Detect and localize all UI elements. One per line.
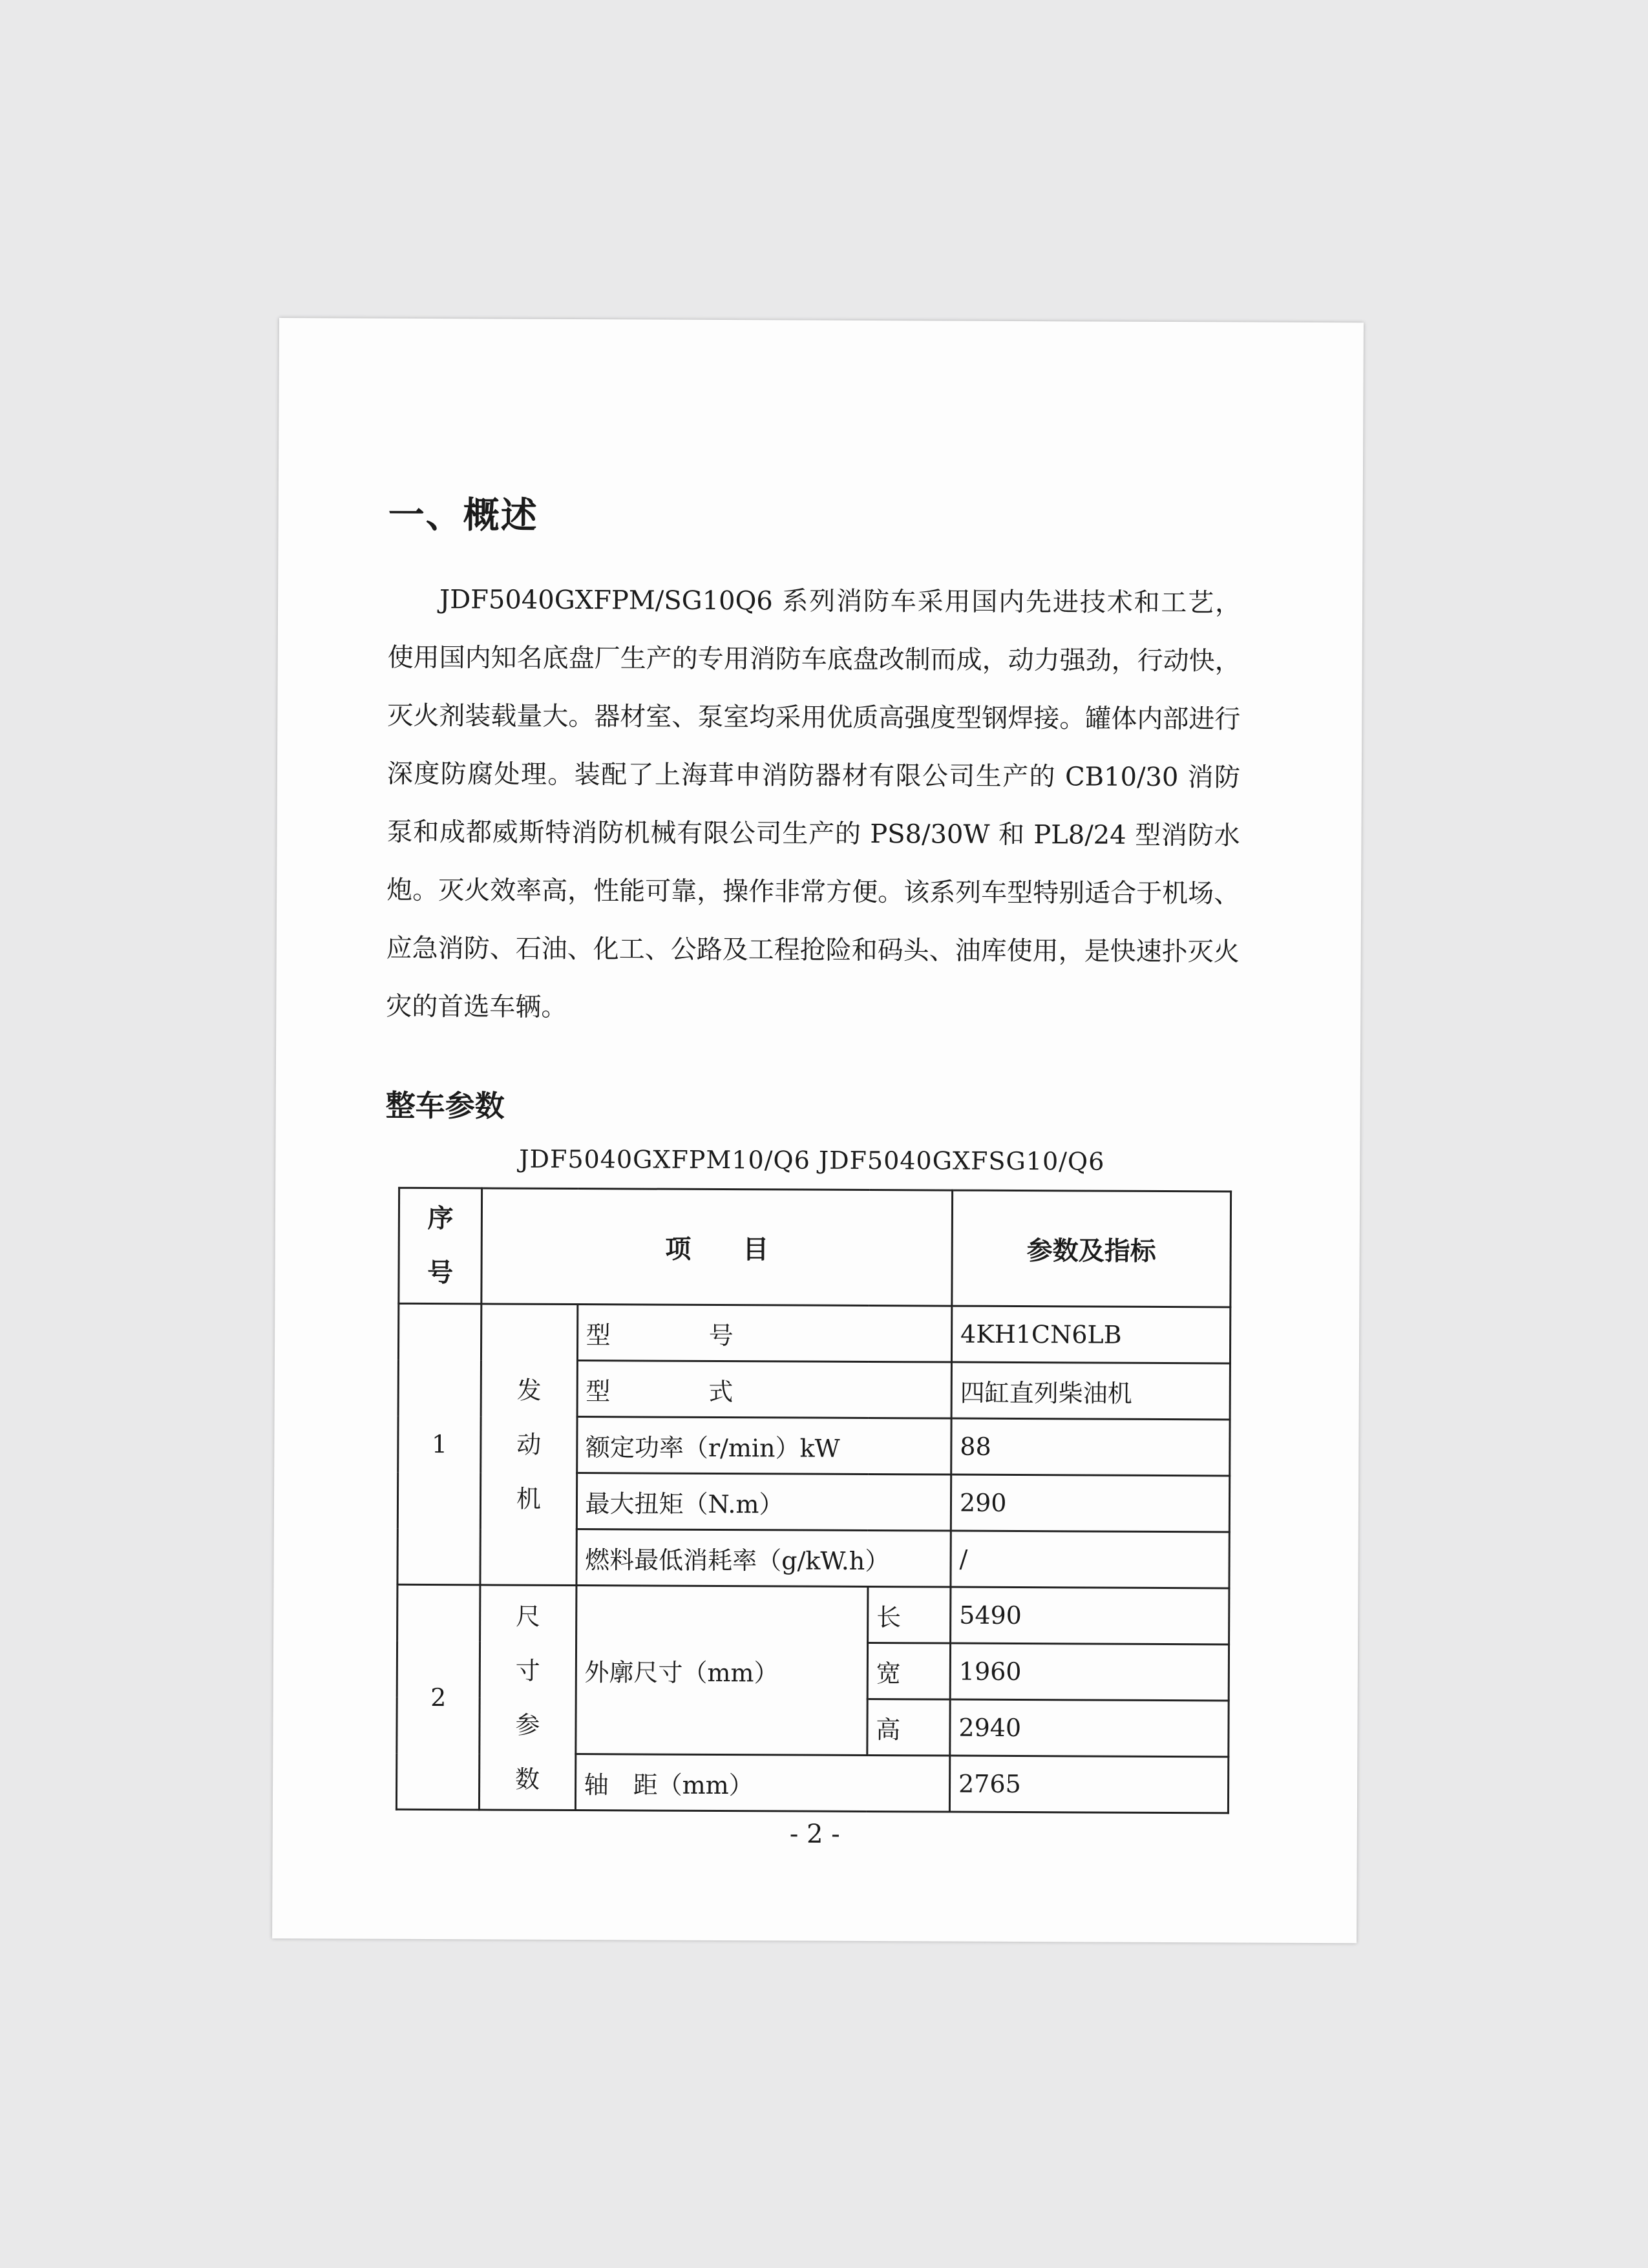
table-row (397, 1584, 1229, 1644)
row-item: 型 号 (577, 1305, 952, 1363)
intro-paragraph: JDF5040GXFPM/SG10Q6 系列消防车采用国内先进技术和工艺，使用国内知名底盘厂生产的专用消防车底盘改制而成，动力强劲，行动快，灭火剂装载量大。器材室、泵室均采用优质高强度型钢焊接。罐体内部进行深度防腐处理。装配了上海茸申消防器材有限公司生产的 CB10/30 消防泵和成都威斯特消防机械有限公司生产的 PS8/30W 和 PL8/24 型消防水炮。灭火效率高，性能可靠，操作非常方便。该系列车型特别适合于机场、应急消防、石油、化工、公路及工程抢险和码头、油库使用，是快速扑灭火灾的首选车辆。 (386, 585, 1241, 1022)
row-value: 2940 (950, 1699, 1229, 1757)
group2-name: 尺寸参数 (514, 1602, 541, 1794)
document-page (272, 318, 1364, 1943)
wheelbase-value: 2765 (949, 1756, 1228, 1813)
vehicle-params-heading: 整车参数 (385, 1087, 505, 1124)
row-value: / (951, 1531, 1229, 1588)
page-content (383, 487, 1241, 1814)
table-row (398, 1303, 1230, 1363)
header-value: 参数及指标 (952, 1190, 1231, 1307)
table-header-row (399, 1188, 1231, 1307)
outline-label: 外廓尺寸（mm） (575, 1586, 867, 1756)
spec-table (396, 1187, 1232, 1814)
wheelbase-item: 轴 距（mm） (575, 1754, 950, 1812)
row-value: 88 (951, 1418, 1230, 1476)
outline-sub: 宽 (867, 1643, 951, 1699)
row-item: 型 式 (577, 1361, 952, 1419)
group1-no: 1 (397, 1303, 481, 1585)
row-value: 四缸直列柴油机 (951, 1362, 1230, 1420)
section-heading: 一、概述 (388, 494, 538, 537)
row-value: 1960 (950, 1643, 1229, 1701)
outline-sub: 高 (867, 1699, 951, 1756)
group2-no: 2 (396, 1584, 480, 1810)
row-value: 4KH1CN6LB (951, 1306, 1230, 1363)
group2-name-cell (480, 1585, 576, 1811)
group1-name: 发动机 (516, 1376, 542, 1513)
model-numbers: JDF5040GXFPM10/Q6 JDF5040GXFSG10/Q6 (519, 1144, 1105, 1176)
header-no (399, 1188, 482, 1304)
row-item: 最大扭矩（N.m） (576, 1473, 951, 1531)
outline-sub: 长 (867, 1586, 951, 1643)
group1-name-cell (480, 1304, 577, 1586)
page-number: - 2 - (789, 1819, 840, 1849)
row-item: 额定功率（r/min）kW (576, 1417, 951, 1475)
row-value: 290 (951, 1475, 1229, 1532)
header-item: 项 目 (481, 1188, 953, 1306)
row-item: 燃料最低消耗率（g/kW.h） (576, 1529, 951, 1588)
header-no-text: 序号 (427, 1204, 454, 1288)
row-value: 5490 (951, 1587, 1229, 1644)
